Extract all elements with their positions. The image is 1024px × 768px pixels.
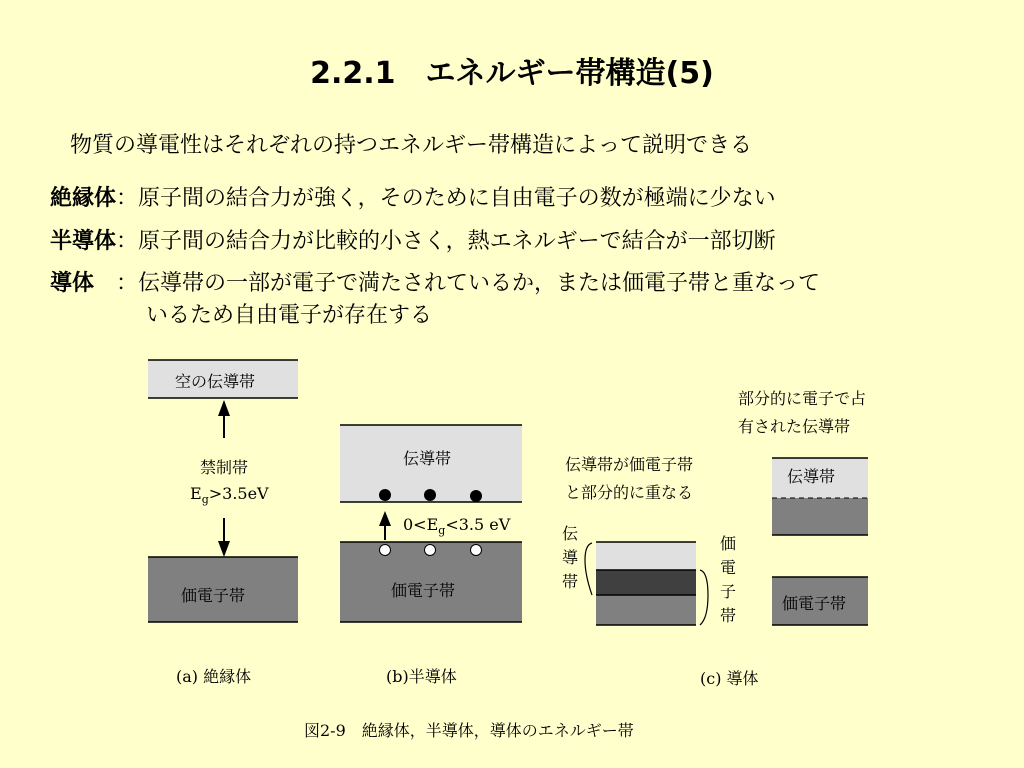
label-valence-b: 価電子帯	[391, 581, 456, 600]
caption-c: (c) 導体	[700, 669, 759, 688]
conduction-band-c1	[596, 542, 696, 570]
caption-b: (b)半導体	[386, 667, 457, 686]
note-overlap-1: 伝導帯が価電子帯	[565, 455, 694, 474]
electron	[424, 489, 436, 501]
conduction-band-c2-filled	[772, 498, 868, 535]
hole	[380, 545, 391, 556]
figure-caption: 図2-9 絶縁体，半導体，導体のエネルギー帯	[304, 721, 634, 740]
note-partial-1: 部分的に電子で占	[738, 389, 867, 408]
label-valence-c: 価電子帯	[782, 594, 847, 613]
separator: ：	[94, 271, 139, 296]
definition-text: 伝導帯の一部が電子で満たされているか，または価電子帯と重なって	[138, 271, 821, 296]
label-conduction-vertical: 伝導帯	[561, 524, 578, 591]
definition-conductor-cont: いるため自由電子が存在する	[146, 303, 433, 328]
separator: ：	[116, 229, 139, 254]
term-insulator: 絶縁体	[50, 186, 117, 211]
label-conduction-b: 伝導帯	[403, 449, 452, 468]
page-title: 2.2.1 エネルギー帯構造(5)	[310, 56, 714, 91]
note-partial-2: 有された伝導帯	[738, 417, 851, 436]
definition-text: 原子間の結合力が強く，そのために自由電子の数が極端に少ない	[138, 186, 776, 211]
label-conduction-c: 伝導帯	[787, 467, 836, 486]
electron	[470, 490, 482, 502]
right-brace	[700, 570, 708, 625]
definition-text: 原子間の結合力が比較的小さく，熱エネルギーで結合が一部切断	[138, 229, 776, 254]
term-semiconductor: 半導体	[50, 229, 117, 254]
label-valence-vertical: 価電子帯	[719, 534, 736, 625]
left-brace	[585, 543, 592, 595]
valence-band-c1	[596, 595, 696, 625]
hole	[425, 545, 436, 556]
term-conductor: 導体	[50, 271, 95, 296]
electron	[379, 489, 391, 501]
separator: ：	[116, 186, 139, 211]
label-valence-a: 価電子帯	[181, 586, 246, 605]
caption-a: (a) 絶縁体	[176, 667, 252, 686]
label-eg-b: $0<E_g<3.5$ eV	[403, 515, 511, 538]
label-forbidden-band: 禁制帯	[200, 458, 249, 477]
overlap-region	[596, 570, 696, 595]
hole	[471, 545, 482, 556]
label-empty-conduction: 空の伝導帯	[175, 372, 256, 391]
lead-text: 物質の導電性はそれぞれの持つエネルギー帯構造によって説明できる	[70, 133, 753, 158]
label-eg-a: $E_g>3.5eV$	[190, 484, 269, 507]
note-overlap-2: と部分的に重なる	[565, 483, 694, 502]
